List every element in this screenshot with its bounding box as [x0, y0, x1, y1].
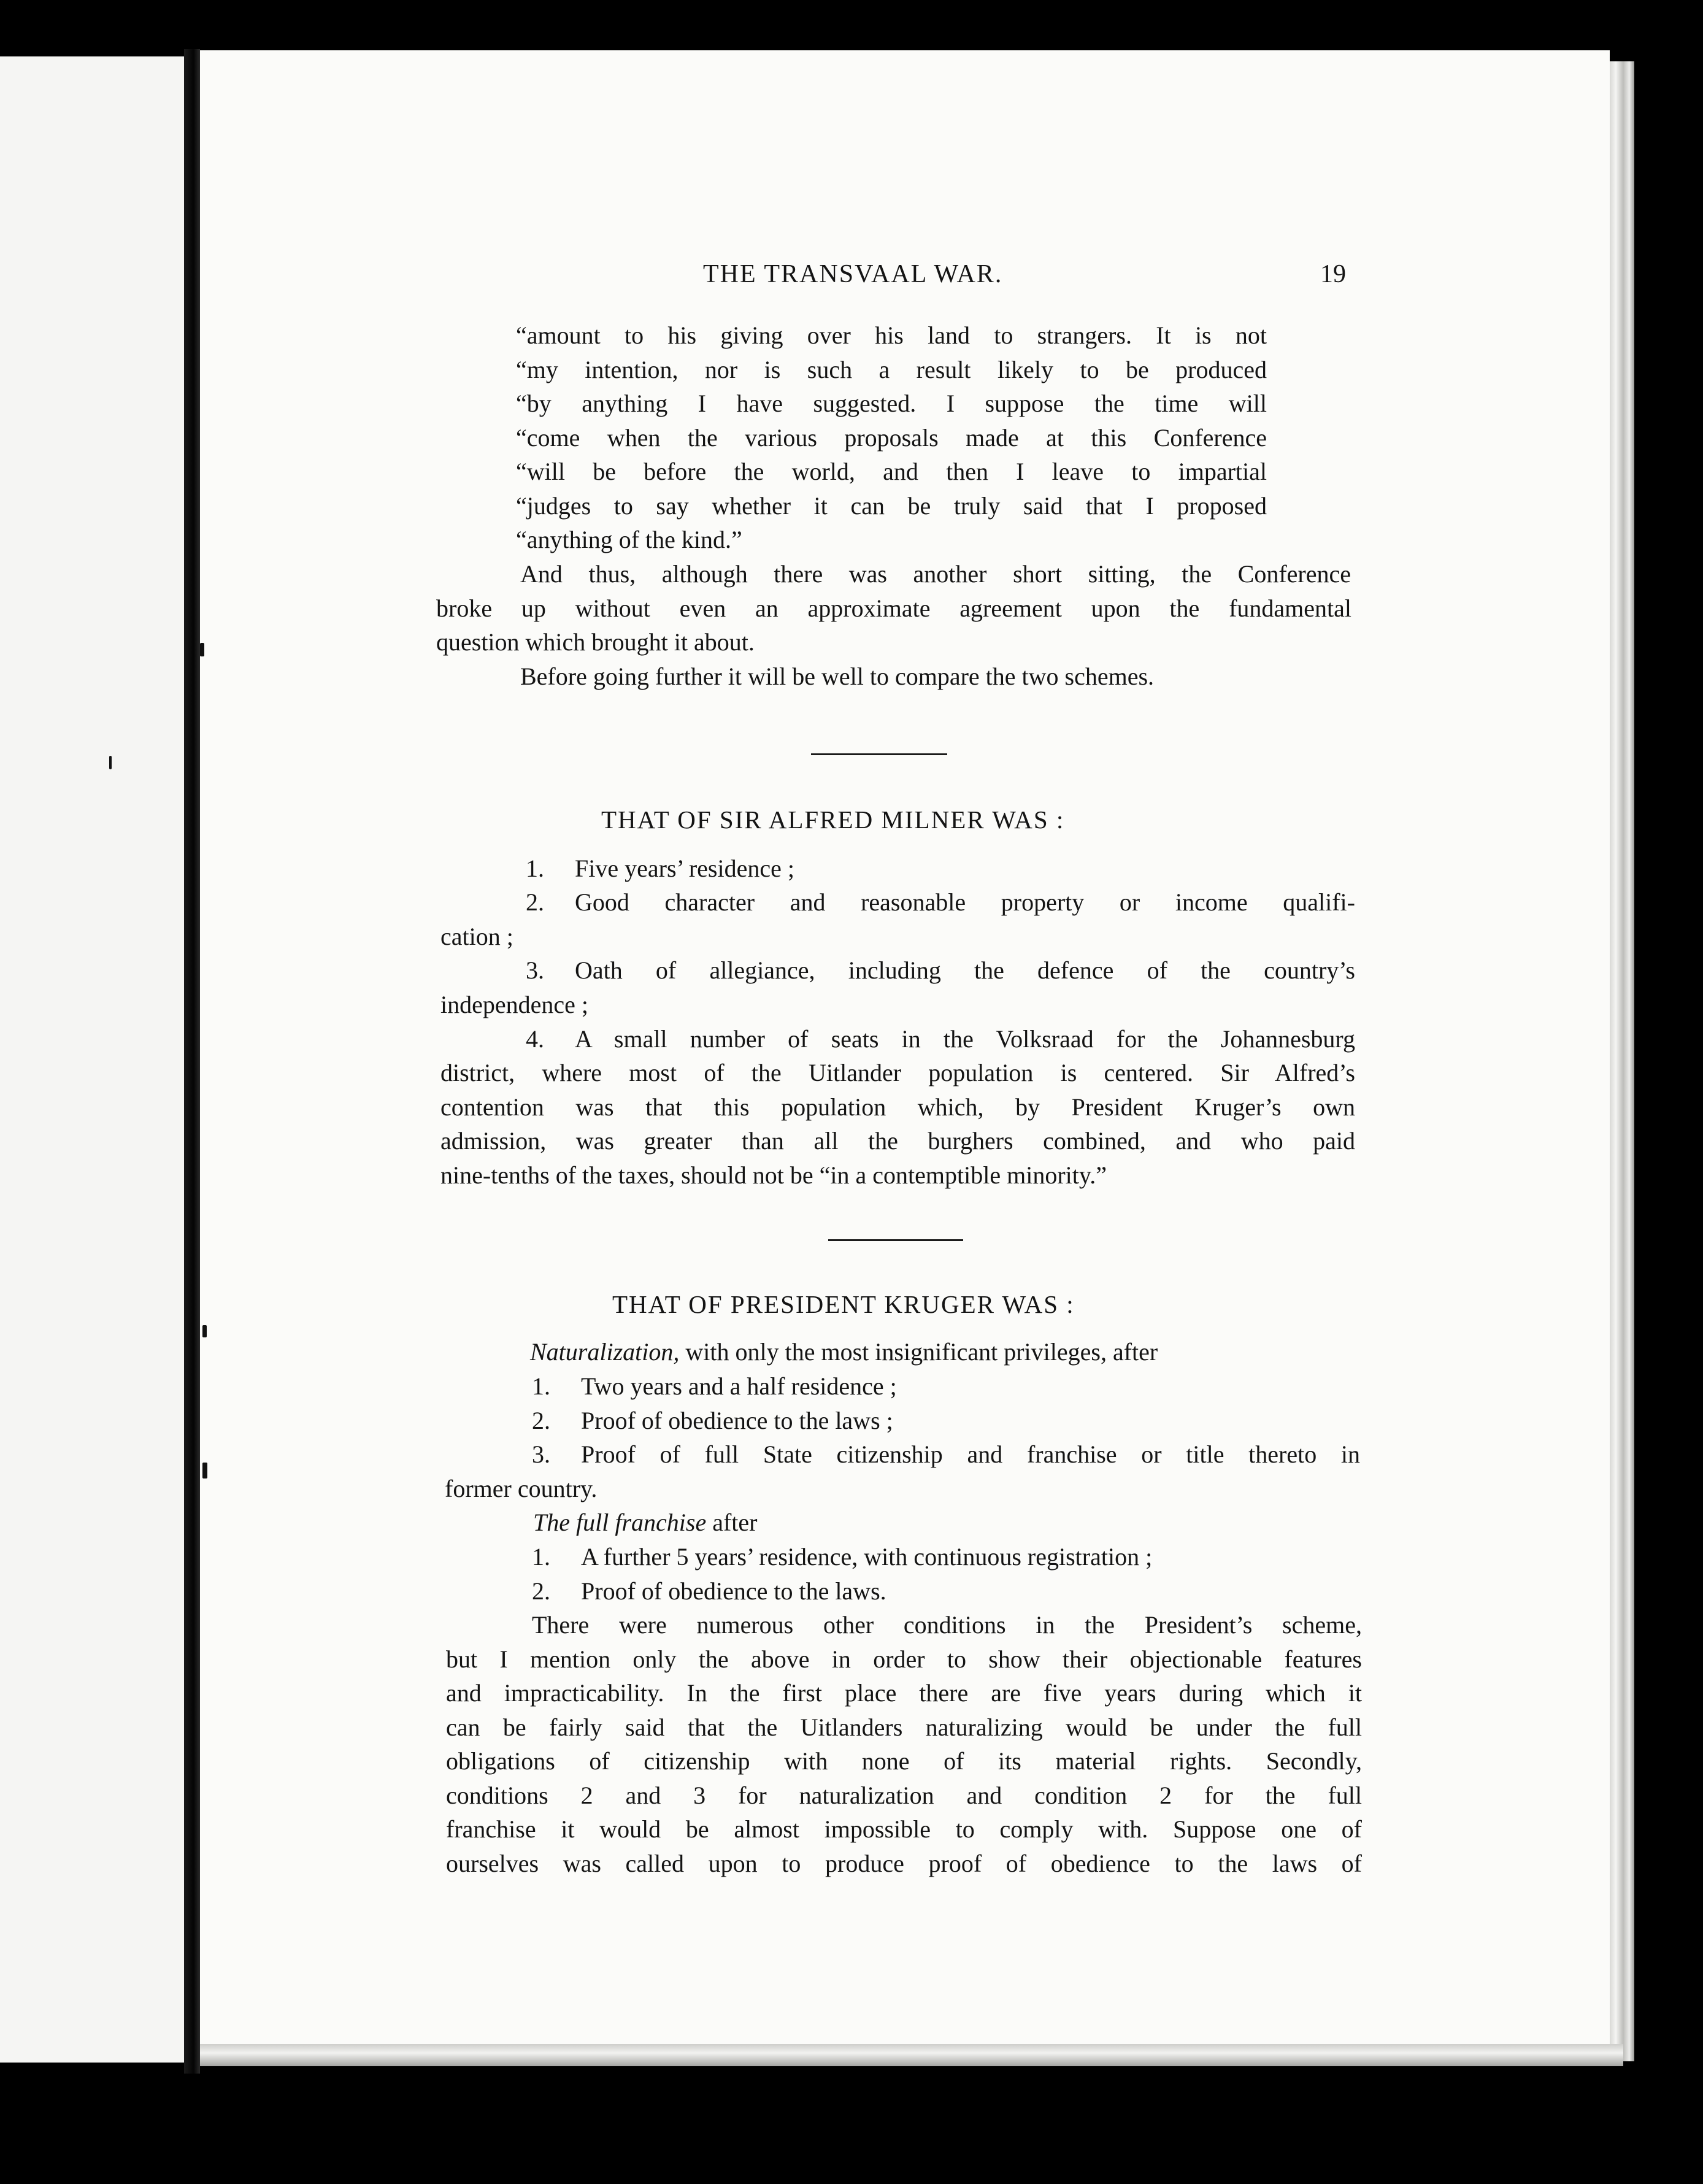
- quote-line: “come when the various proposals made at this Conference: [516, 424, 1267, 452]
- list-continuation: independence ;: [440, 991, 588, 1018]
- list-number: 3.: [526, 956, 544, 984]
- list-continuation: nine-tenths of the taxes, should not be “in a contemptible minority.”: [440, 1161, 1107, 1189]
- paragraph-line: question which brought it about.: [436, 628, 755, 656]
- list-text: A further 5 years’ residence, with continuous registration ;: [581, 1543, 1153, 1571]
- list-item: [526, 886, 1355, 918]
- list-number: 1.: [526, 855, 544, 882]
- list-number: 1.: [532, 1372, 550, 1400]
- quote-line: “judges to say whether it can be truly said that I proposed: [516, 492, 1267, 520]
- list-number: 2.: [526, 888, 544, 916]
- list-text: Proof of obedience to the laws ;: [581, 1407, 893, 1434]
- paragraph-line: Before going further it will be well to compare the two schemes.: [520, 663, 1155, 690]
- paragraph-line: but I mention only the above in order to show their objectionable features: [446, 1645, 1362, 1673]
- paragraph-line: obligations of citizenship with none of its material rights. Secondly,: [446, 1747, 1362, 1775]
- quote-line: “anything of the kind.”: [516, 526, 742, 553]
- list-continuation: cation ;: [440, 923, 513, 950]
- list-continuation: district, where most of the Uitlander population is centered. Sir Alfred’s: [440, 1059, 1355, 1086]
- paragraph-line: franchise it would be almost impossible to comply with. Suppose one of: [446, 1815, 1362, 1843]
- list-item: [532, 1541, 1360, 1573]
- paragraph-line: [533, 1507, 1024, 1539]
- list-item: [526, 853, 1348, 885]
- italic-term: The full franchise: [533, 1509, 707, 1536]
- paragraph-line: [530, 1336, 1346, 1368]
- list-number: 2.: [532, 1407, 550, 1434]
- list-text: A small number of seats in the Volksraad for the Johannesburg: [575, 1025, 1355, 1053]
- paragraph-line: There were numerous other conditions in the President’s scheme,: [532, 1611, 1362, 1639]
- list-number: 1.: [532, 1543, 550, 1571]
- quote-line: “will be before the world, and then I leave to impartial: [516, 458, 1267, 485]
- list-item: [526, 1023, 1355, 1055]
- list-item: [532, 1439, 1360, 1471]
- list-number: 3.: [532, 1440, 550, 1468]
- paragraph-line: broke up without even an approximate agreement upon the fundamental: [436, 594, 1351, 622]
- list-continuation: former country.: [445, 1475, 598, 1502]
- paragraph-line: can be fairly said that the Uitlanders naturalizing would be under the full: [446, 1713, 1362, 1741]
- section-divider: [811, 753, 947, 755]
- paragraph-text: after: [712, 1509, 758, 1536]
- paragraph-text: with only the most insignificant privileges, after: [685, 1338, 1158, 1366]
- paragraph-line: ourselves was called upon to produce proof of obedience to the laws of: [446, 1850, 1362, 1877]
- quote-line: “amount to his giving over his land to strangers. It is not: [516, 321, 1267, 349]
- list-number: 4.: [526, 1025, 544, 1053]
- list-text: Oath of allegiance, including the defence of the country’s: [575, 956, 1355, 984]
- section-heading-kruger: THAT OF PRESIDENT KRUGER WAS :: [612, 1290, 1075, 1318]
- list-item: [532, 1575, 1360, 1607]
- list-text: Good character and reasonable property or income qualifi-: [575, 888, 1355, 916]
- page-number: 19: [1320, 260, 1346, 288]
- list-item: [532, 1371, 1329, 1402]
- list-continuation: admission, was greater than all the burghers combined, and who paid: [440, 1127, 1355, 1155]
- paragraph-line: conditions 2 and 3 for naturalization and condition 2 for the full: [446, 1782, 1362, 1809]
- list-text: Proof of full State citizenship and franchise or title thereto in: [581, 1440, 1360, 1468]
- section-heading-milner: THAT OF SIR ALFRED MILNER WAS :: [601, 806, 1065, 834]
- list-number: 2.: [532, 1577, 550, 1605]
- list-text: Proof of obedience to the laws.: [581, 1577, 886, 1605]
- list-text: Two years and a half residence ;: [581, 1372, 897, 1400]
- list-continuation: contention was that this population which, by President Kruger’s own: [440, 1093, 1355, 1121]
- list-item: [532, 1405, 1329, 1437]
- list-item: [526, 955, 1355, 986]
- paragraph-line: and impracticability. In the first place there are five years during which it: [446, 1679, 1362, 1707]
- quote-line: “my intention, nor is such a result likely to be produced: [516, 356, 1267, 383]
- running-title: THE TRANSVAAL WAR.: [703, 260, 1003, 288]
- list-text: Five years’ residence ;: [575, 855, 794, 882]
- section-divider: [828, 1239, 963, 1241]
- italic-term: Naturalization,: [530, 1338, 680, 1366]
- quote-line: “by anything I have suggested. I suppose the time will: [516, 390, 1267, 417]
- paragraph-line: And thus, although there was another short sitting, the Conference: [520, 560, 1351, 588]
